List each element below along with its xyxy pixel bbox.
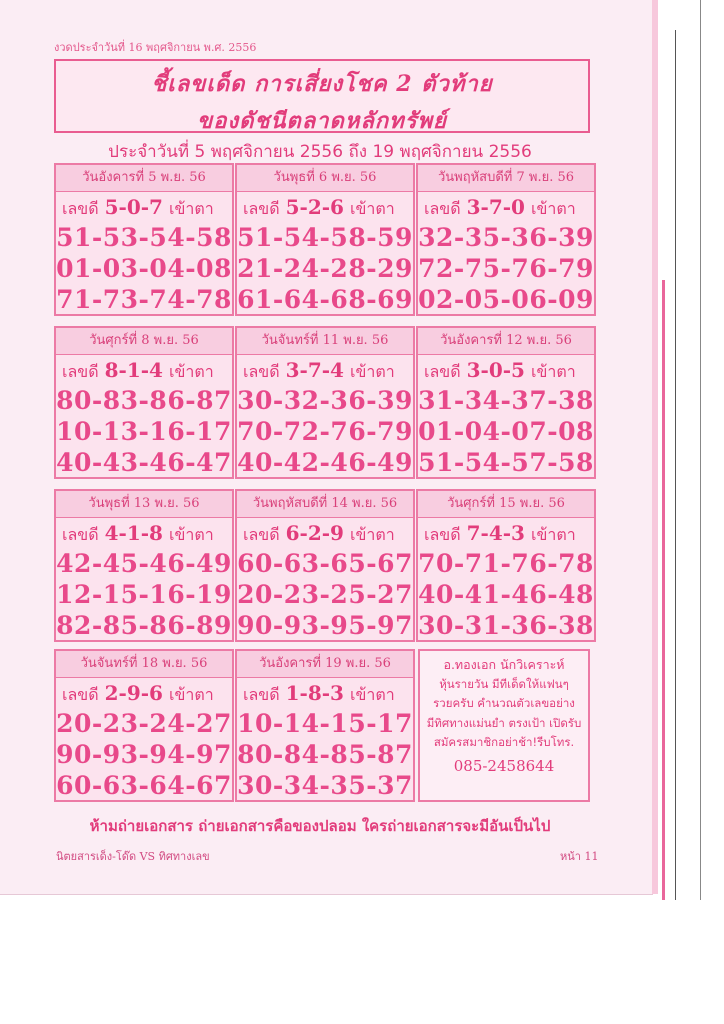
pick-number: 3-7-0 <box>466 195 525 219</box>
number-set: 01-04-07-08 <box>418 417 594 446</box>
lottery-card <box>235 649 415 802</box>
lottery-card <box>235 489 415 642</box>
number-set: 40-42-46-49 <box>237 448 413 477</box>
card-day: วันพุธที่ 6 พ.ย. 56 <box>237 165 413 192</box>
card-day: วันศุกร์ที่ 15 พ.ย. 56 <box>418 491 594 518</box>
info-line-3: มีทิศทางแม่นยำ ตรงเป้า เปิดรับ <box>426 715 582 730</box>
card-day: วันอังคารที่ 19 พ.ย. 56 <box>237 651 413 678</box>
number-set: 71-73-74-78 <box>56 285 232 314</box>
number-set: 01-03-04-08 <box>56 254 232 283</box>
card-pick-line <box>237 518 413 548</box>
info-line-2: รวยครับ คำนวณตัวเลขอย่าง <box>433 696 575 710</box>
pick-suffix: เข้าตา <box>168 362 214 381</box>
pick-number: 2-9-6 <box>104 681 163 705</box>
issue-line: งวดประจำวันที่ 16 พฤศจิกายน พ.ศ. 2556 <box>54 41 257 54</box>
pick-suffix: เข้าตา <box>530 525 576 544</box>
number-set: 90-93-94-97 <box>56 740 232 769</box>
number-set: 70-71-76-78 <box>418 549 594 578</box>
lottery-card <box>416 326 596 479</box>
pick-suffix: เข้าตา <box>349 525 395 544</box>
info-line-4: สมัครสมาชิกอย่าช้า!รีบโทร. <box>433 735 575 749</box>
card-pick-line <box>56 678 232 708</box>
pick-label: เลขดี <box>243 199 280 218</box>
number-set: 20-23-24-27 <box>56 709 232 738</box>
page-edge-line <box>662 280 665 900</box>
card-day: วันอังคารที่ 5 พ.ย. 56 <box>56 165 232 192</box>
number-set: 61-64-68-69 <box>237 285 413 314</box>
title-box <box>54 59 590 133</box>
pick-number: 1-8-3 <box>285 681 344 705</box>
lottery-card <box>54 489 234 642</box>
pick-number: 6-2-9 <box>285 521 344 545</box>
pick-number: 5-0-7 <box>104 195 163 219</box>
number-set: 70-72-76-79 <box>237 417 413 446</box>
number-set: 40-41-46-48 <box>418 580 594 609</box>
number-set: 60-63-65-67 <box>237 549 413 578</box>
number-set: 80-84-85-87 <box>237 740 413 769</box>
pick-label: เลขดี <box>424 525 461 544</box>
card-pick-line <box>56 355 232 385</box>
number-set: 80-83-86-87 <box>56 386 232 415</box>
card-pick-line <box>237 192 413 222</box>
number-set: 51-53-54-58 <box>56 223 232 252</box>
number-set: 51-54-57-58 <box>418 448 594 477</box>
date-range: ประจำวันที่ 5 พฤศจิกายน 2556 ถึง 19 พฤศจิกายน 2556 <box>108 142 532 162</box>
card-day: วันอังคารที่ 12 พ.ย. 56 <box>418 328 594 355</box>
pick-label: เลขดี <box>243 525 280 544</box>
pick-label: เลขดี <box>243 685 280 704</box>
number-set: 10-14-15-17 <box>237 709 413 738</box>
number-set: 10-13-16-17 <box>56 417 232 446</box>
pick-suffix: เข้าตา <box>530 199 576 218</box>
number-set: 42-45-46-49 <box>56 549 232 578</box>
pick-suffix: เข้าตา <box>349 362 395 381</box>
card-pick-line <box>418 355 594 385</box>
card-day: วันจันทร์ที่ 11 พ.ย. 56 <box>237 328 413 355</box>
copy-warning: ห้ามถ่ายเอกสาร ถ่ายเอกสารคือของปลอม ใครถ่ายเอกสารจะมีอันเป็นไป <box>89 817 551 835</box>
pick-label: เลขดี <box>62 685 99 704</box>
card-pick-line <box>56 192 232 222</box>
lottery-card <box>54 163 234 316</box>
number-set: 30-31-36-38 <box>418 611 594 640</box>
lottery-card <box>54 326 234 479</box>
card-pick-line <box>56 518 232 548</box>
number-set: 02-05-06-09 <box>418 285 594 314</box>
pick-label: เลขดี <box>62 362 99 381</box>
pick-suffix: เข้าตา <box>349 685 395 704</box>
pick-label: เลขดี <box>424 199 461 218</box>
number-set: 90-93-95-97 <box>237 611 413 640</box>
card-pick-line <box>237 355 413 385</box>
pick-number: 3-0-5 <box>466 358 525 382</box>
lottery-card <box>235 163 415 316</box>
number-set: 20-23-25-27 <box>237 580 413 609</box>
pick-suffix: เข้าตา <box>530 362 576 381</box>
pick-suffix: เข้าตา <box>168 525 214 544</box>
info-line-1: หุ้นรายวัน มีทีเด็ดให้แฟนๆ <box>439 676 569 691</box>
lottery-card <box>54 649 234 802</box>
pick-suffix: เข้าตา <box>349 199 395 218</box>
number-set: 51-54-58-59 <box>237 223 413 252</box>
page-edge <box>652 0 658 894</box>
pick-number: 4-1-8 <box>104 521 163 545</box>
title-line-2: ของดัชนีตลาดหลักทรัพย์ <box>197 108 447 134</box>
pick-suffix: เข้าตา <box>168 199 214 218</box>
card-day: วันพุธที่ 13 พ.ย. 56 <box>56 491 232 518</box>
number-set: 30-34-35-37 <box>237 771 413 800</box>
pick-label: เลขดี <box>62 199 99 218</box>
info-author: อ.ทองเอก นักวิเคราะห์ <box>443 657 565 672</box>
pick-label: เลขดี <box>424 362 461 381</box>
footer-page-number: หน้า 11 <box>560 850 599 863</box>
pick-number: 5-2-6 <box>285 195 344 219</box>
title-line-1: ชี้เลขเด็ด การเสี่ยงโชค 2 ตัวท้าย <box>151 71 493 97</box>
footer-magazine-name: นิตยสารเด็ง-โด๊ด VS ทิศทางเลข <box>56 850 210 863</box>
info-phone: 085-2458644 <box>453 756 555 775</box>
scan-edge-line <box>675 30 676 900</box>
number-set: 82-85-86-89 <box>56 611 232 640</box>
pick-label: เลขดี <box>62 525 99 544</box>
number-set: 32-35-36-39 <box>418 223 594 252</box>
pick-suffix: เข้าตา <box>168 685 214 704</box>
number-set: 72-75-76-79 <box>418 254 594 283</box>
pick-number: 3-7-4 <box>285 358 344 382</box>
number-set: 12-15-16-19 <box>56 580 232 609</box>
number-set: 21-24-28-29 <box>237 254 413 283</box>
card-day: วันจันทร์ที่ 18 พ.ย. 56 <box>56 651 232 678</box>
number-set: 30-32-36-39 <box>237 386 413 415</box>
number-set: 40-43-46-47 <box>56 448 232 477</box>
lottery-card <box>235 326 415 479</box>
scan-edge-line <box>700 0 701 900</box>
card-pick-line <box>237 678 413 708</box>
lottery-card <box>416 163 596 316</box>
pick-number: 8-1-4 <box>104 358 163 382</box>
lottery-card <box>416 489 596 642</box>
number-set: 31-34-37-38 <box>418 386 594 415</box>
card-day: วันศุกร์ที่ 8 พ.ย. 56 <box>56 328 232 355</box>
pick-number: 7-4-3 <box>466 521 525 545</box>
info-card <box>418 649 590 802</box>
card-day: วันพฤหัสบดีที่ 14 พ.ย. 56 <box>237 491 413 518</box>
card-pick-line <box>418 518 594 548</box>
number-set: 60-63-64-67 <box>56 771 232 800</box>
pick-label: เลขดี <box>243 362 280 381</box>
card-day: วันพฤหัสบดีที่ 7 พ.ย. 56 <box>418 165 594 192</box>
card-pick-line <box>418 192 594 222</box>
